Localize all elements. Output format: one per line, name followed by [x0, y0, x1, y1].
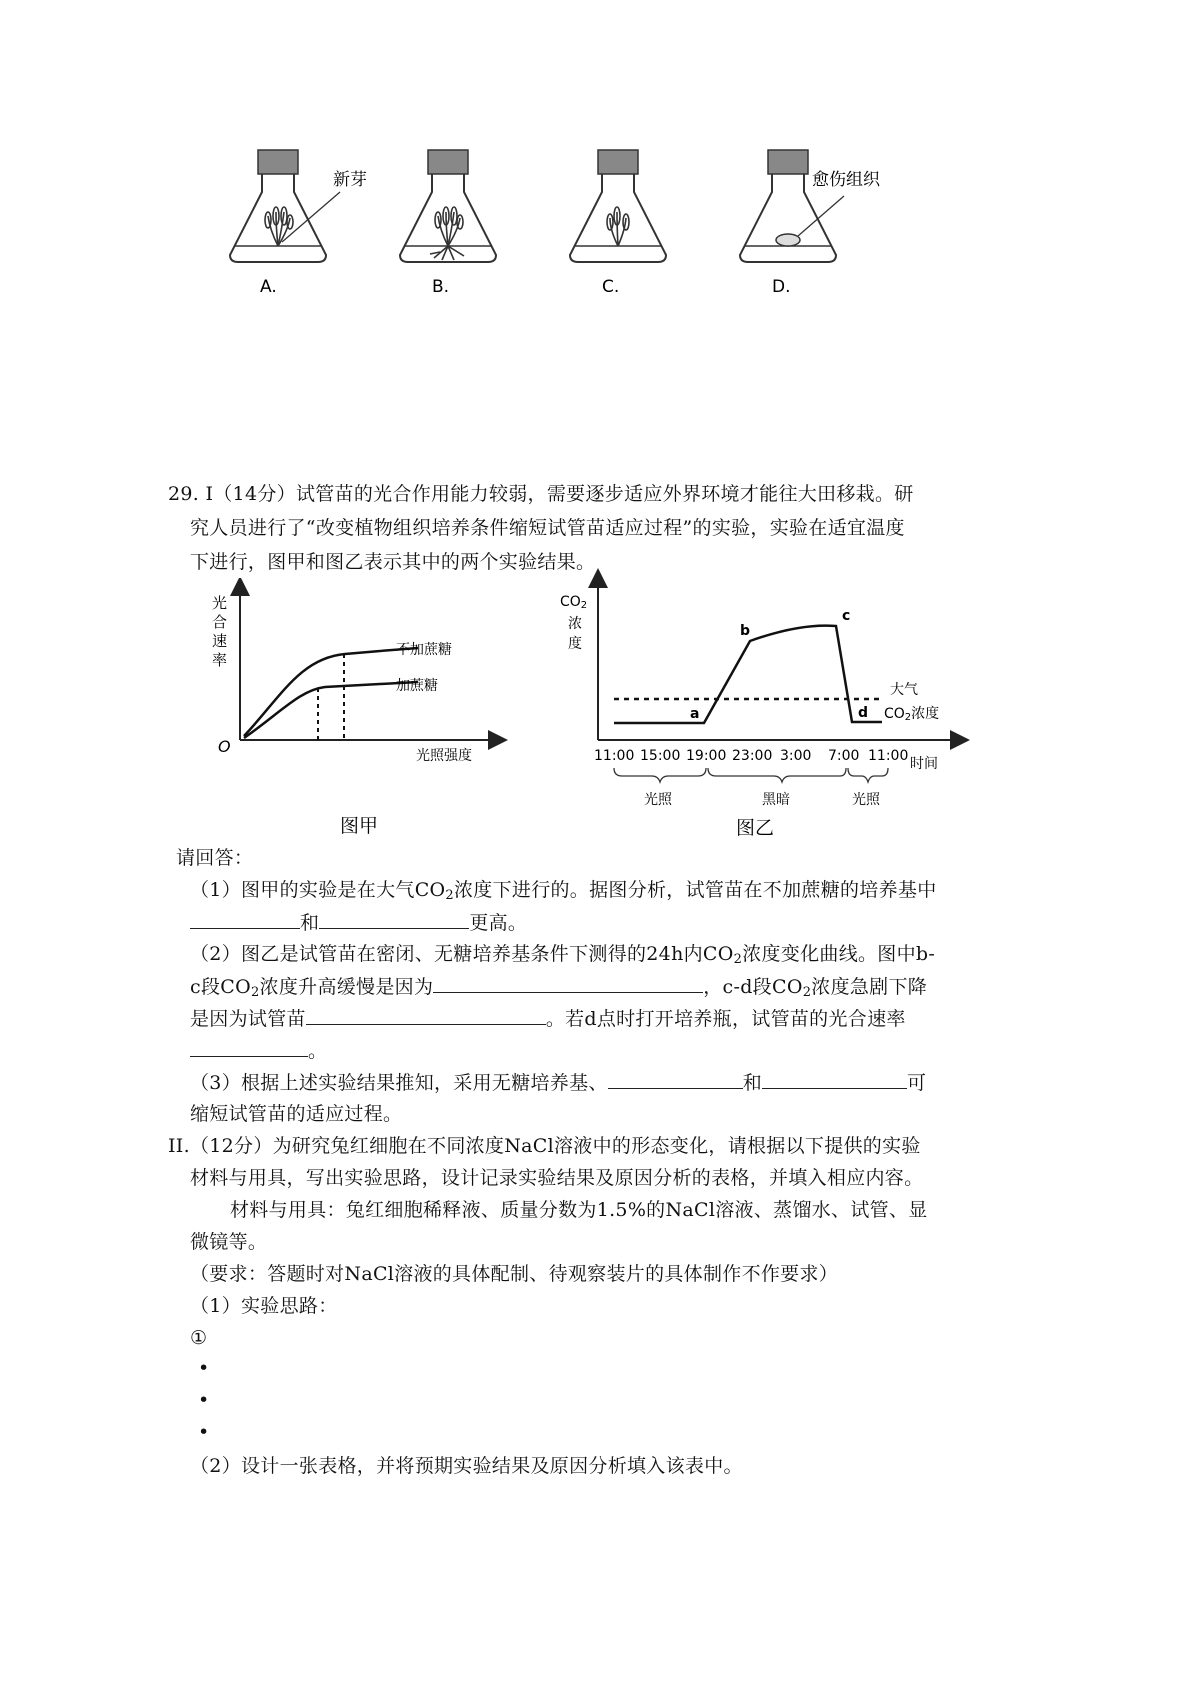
q29-3-blank-1[interactable]	[608, 1070, 743, 1089]
bullet-2: •	[198, 1389, 210, 1411]
q29-1-blank-2[interactable]	[319, 910, 469, 929]
part2-line-5: （要求：答题时对NaCl溶液的具体配制、待观察装片的具体制作不作要求）	[190, 1263, 839, 1285]
part2-line-2: 材料与用具，写出实验思路，设计记录实验结果及原因分析的表格，并填入相应内容。	[190, 1167, 924, 1189]
part2-line-7: ①	[190, 1327, 208, 1349]
jia-origin-label: O	[218, 737, 231, 756]
q29-3-line-1: （3）根据上述实验结果推知，采用无糖培养基、 和 可	[190, 1072, 927, 1094]
yi-tick-1: 15:00	[640, 748, 681, 764]
jia-y-label: 光合速率	[212, 594, 228, 669]
yi-period-light-1: 光照	[644, 792, 672, 808]
q29-2-blank-1[interactable]	[433, 974, 703, 993]
part2-line-6: （1）实验思路：	[190, 1295, 338, 1317]
part2-line-8: （2）设计一张表格，并将预期实验结果及原因分析填入该表中。	[190, 1455, 743, 1477]
yi-point-c: c	[842, 608, 851, 624]
chart-jia	[200, 578, 510, 840]
yi-co2-curve	[614, 626, 882, 723]
yi-period-dark: 黑暗	[762, 792, 790, 808]
yi-tick-4: 3:00	[780, 748, 812, 764]
part2-line-4: 微镜等。	[190, 1231, 268, 1253]
q29-2-blank-3[interactable]	[190, 1038, 308, 1057]
q29-intro-line-1: 29. I（14分）试管苗的光合作用能力较弱，需要逐步适应外界环境才能往大田移栽。研	[168, 483, 914, 505]
q29-3-line-2: 缩短试管苗的适应过程。	[190, 1103, 403, 1125]
jia-x-label: 光照强度	[416, 748, 472, 764]
part2-line-3: 材料与用具：兔红细胞稀释液、质量分数为1.5%的NaCl溶液、蒸馏水、试管、显	[230, 1199, 928, 1221]
jia-legend-no-sucrose: 不加蔗糖	[396, 642, 452, 658]
please-answer: 请回答：	[176, 847, 254, 869]
yi-title: 图乙	[736, 817, 775, 839]
flask-label-a: A.	[260, 277, 277, 297]
q29-2-line-3: 是因为试管苗 。若d点时打开培养瓶，试管苗的光合速率	[190, 1008, 906, 1030]
q29-2-line-2: c段$CO_2$浓度升高缓慢是因为 ，c-d段$CO_2$浓度急剧下降	[190, 976, 928, 1000]
yi-x-label: 时间	[910, 756, 938, 772]
jia-series-no-sucrose	[244, 648, 418, 736]
q29-1-blank-1[interactable]	[190, 910, 300, 929]
yi-x-ticks	[594, 748, 908, 764]
yi-tick-0: 11:00	[594, 748, 635, 764]
jia-title: 图甲	[340, 815, 379, 837]
yi-ref-label-1: 大气	[890, 682, 918, 698]
q29-2-blank-2[interactable]	[306, 1006, 546, 1025]
q29-intro-line-2: 究人员进行了“改变植物组织培养条件缩短试管苗适应过程”的实验，实验在适宜温度	[190, 517, 905, 539]
callus-label: 愈伤组织	[812, 170, 880, 190]
yi-period-light-2: 光照	[852, 792, 880, 808]
yi-tick-5: 7:00	[828, 748, 860, 764]
flask-b	[400, 150, 496, 262]
yi-tick-3: 23:00	[732, 748, 773, 764]
flask-a	[230, 150, 340, 262]
flask-c	[570, 150, 666, 262]
q29-1-line-1: （1）图甲的实验是在大气$CO_2$浓度下进行的。据图分析，试管苗在不加蔗糖的培养基中	[190, 879, 937, 903]
yi-point-a: a	[690, 706, 700, 722]
yi-ref-label-2: CO2浓度	[884, 706, 940, 723]
yi-tick-6: 11:00	[868, 748, 909, 764]
yi-y-label-2: 度	[568, 636, 582, 652]
q29-2-line-1: （2）图乙是试管苗在密闭、无糖培养基条件下测得的24h内$CO_2$浓度变化曲线。图中b-	[190, 943, 936, 967]
q29-2-line-4: 。	[190, 1038, 327, 1063]
q29-intro-line-3: 下进行，图甲和图乙表示其中的两个实验结果。	[190, 551, 596, 573]
part2-line-1: II.（12分）为研究兔红细胞在不同浓度NaCl溶液中的形态变化，请根据以下提供的实验	[168, 1135, 921, 1157]
flask-d	[740, 150, 844, 262]
jia-legend-sucrose: 加蔗糖	[396, 678, 438, 694]
flask-label-c: C.	[602, 277, 620, 297]
yi-tick-2: 19:00	[686, 748, 727, 764]
yi-y-label-1: 浓	[568, 616, 582, 632]
q29-3-blank-2[interactable]	[762, 1070, 907, 1089]
bullet-1: •	[198, 1357, 210, 1379]
q29-1-line-2: 和 更高。	[190, 910, 527, 935]
jia-series-sucrose	[244, 682, 418, 738]
flask-label-b: B.	[432, 277, 450, 297]
yi-period-braces	[614, 768, 888, 782]
yi-point-b: b	[740, 623, 751, 639]
flask-label-d: D.	[772, 277, 791, 297]
new-bud-label: 新芽	[333, 170, 367, 190]
yi-y-label-co2: CO2	[560, 594, 588, 611]
bullet-3: •	[198, 1421, 210, 1443]
flask-figures	[200, 140, 940, 310]
yi-point-d: d	[858, 705, 869, 721]
chart-yi	[540, 568, 970, 840]
